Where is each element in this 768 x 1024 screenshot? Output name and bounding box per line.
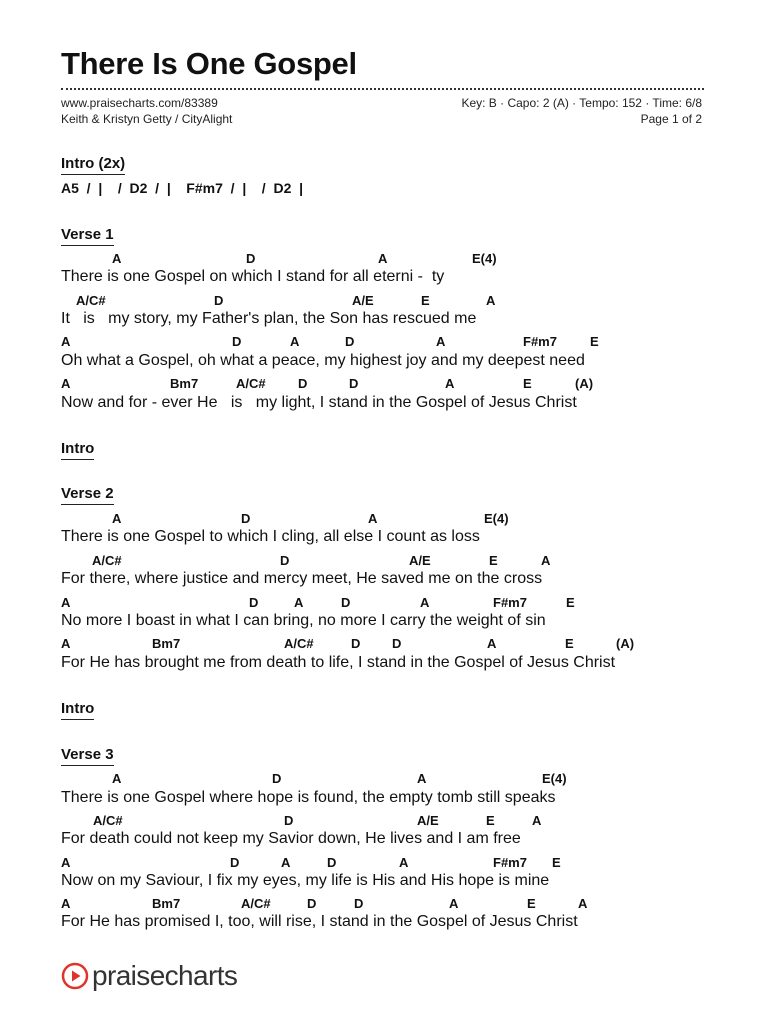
section-heading-intro: Intro (2x): [61, 155, 125, 175]
chord: A/C#: [241, 896, 271, 911]
chord: E: [421, 293, 430, 308]
chord: D: [232, 334, 242, 349]
play-circle-icon: [61, 962, 89, 990]
chord-line: [61, 334, 701, 350]
chord-line: [61, 896, 701, 912]
lyric-line: For there, where justice and mercy meet, He saved me on the cross: [61, 570, 543, 587]
chord: E: [486, 813, 495, 828]
chord-line: [61, 511, 701, 527]
brand-wordmark: praisecharts: [92, 960, 238, 991]
chord: D: [349, 376, 359, 391]
chord: Bm7: [170, 376, 199, 391]
chord: D: [327, 855, 337, 870]
chord-line: [61, 293, 701, 309]
chord: Bm7: [152, 896, 181, 911]
lyric-line: Now and for - ever He is my light, I stand in the Gospel of Jesus Christ: [61, 394, 577, 411]
chord: A: [445, 376, 455, 391]
chord: D: [284, 813, 294, 828]
artist-credit: Keith & Kristyn Getty / CityAlight: [61, 112, 233, 126]
chord: A: [449, 896, 459, 911]
chord: A/C#: [92, 553, 122, 568]
intro-chord-progression: A5 / | / D2 / | F#m7 / | / D2 |: [61, 180, 304, 196]
chord: A/C#: [76, 293, 106, 308]
chord: D: [351, 636, 361, 651]
chord-line: [61, 855, 701, 871]
chord: D: [345, 334, 355, 349]
chord: D: [214, 293, 224, 308]
chord: D: [307, 896, 317, 911]
chord: A/E: [417, 813, 439, 828]
title-divider: [61, 88, 704, 90]
chord: D: [241, 511, 251, 526]
chord: A: [532, 813, 542, 828]
lyric-line: There is one Gospel where hope is found, the empty tomb still speaks: [61, 789, 556, 806]
chord: A: [378, 251, 388, 266]
lyric-line: For He has brought me from death to life, I stand in the Gospel of Jesus Christ: [61, 654, 616, 671]
chord: A: [61, 334, 71, 349]
chord: A: [112, 511, 122, 526]
section-heading-intro-repeat: Intro: [61, 440, 94, 460]
chord: D: [298, 376, 308, 391]
section-heading-verse-1: Verse 1: [61, 226, 114, 246]
lyric-line: For He has promised I, too, will rise, I stand in the Gospel of Jesus Christ: [61, 913, 578, 930]
page-number: Page 1 of 2: [640, 112, 702, 126]
chord-line: [61, 251, 701, 267]
chord: D: [392, 636, 402, 651]
lyric-line: No more I boast in what I can bring, no more I carry the weight of sin: [61, 612, 546, 629]
chord: A: [61, 636, 71, 651]
chord: E: [527, 896, 536, 911]
chord: D: [246, 251, 256, 266]
lyric-line: There is one Gospel on which I stand for all eterni - ty: [61, 268, 445, 285]
chord: D: [354, 896, 364, 911]
chord: F#m7: [523, 334, 557, 349]
chord: E(4): [472, 251, 497, 266]
chord: A: [112, 251, 122, 266]
chord: A: [368, 511, 378, 526]
chord: A: [294, 595, 304, 610]
chord-line: [61, 553, 701, 569]
lyric-line: Oh what a Gospel, oh what a peace, my highest joy and my deepest need: [61, 352, 585, 369]
chord: A: [61, 376, 71, 391]
chord: A: [578, 896, 588, 911]
chord-line: [61, 771, 701, 787]
chord-line: [61, 636, 701, 652]
lyric-line: It is my story, my Father's plan, the Son has rescued me: [61, 310, 477, 327]
chord: A: [420, 595, 430, 610]
chord: E: [565, 636, 574, 651]
section-heading-verse-2: Verse 2: [61, 485, 114, 505]
chord: A: [61, 855, 71, 870]
lyric-line: There is one Gospel to which I cling, all else I count as loss: [61, 528, 480, 545]
chord: E(4): [542, 771, 567, 786]
page-title: There Is One Gospel: [61, 46, 357, 81]
praisecharts-logo: [61, 960, 237, 992]
chord: A: [541, 553, 551, 568]
chord: D: [249, 595, 259, 610]
chord: A: [61, 896, 71, 911]
chord: A: [436, 334, 446, 349]
chord: F#m7: [493, 855, 527, 870]
chord: E: [489, 553, 498, 568]
chord: E(4): [484, 511, 509, 526]
key-info: Key: B · Capo: 2 (A) · Tempo: 152 · Time: 6/8: [461, 96, 702, 110]
chord: A/C#: [236, 376, 266, 391]
section-heading-intro-repeat: Intro: [61, 700, 94, 720]
chord: E: [523, 376, 532, 391]
lyric-line: For death could not keep my Savior down, He lives and I am free: [61, 830, 521, 847]
chord: D: [341, 595, 351, 610]
chord: A/C#: [284, 636, 314, 651]
chord: (A): [616, 636, 635, 651]
chord: (A): [575, 376, 594, 391]
chord: A: [486, 293, 496, 308]
chord: A: [399, 855, 409, 870]
chord: D: [272, 771, 282, 786]
chord: D: [280, 553, 290, 568]
chord: A: [112, 771, 122, 786]
chord-line: [61, 595, 701, 611]
chord: A: [281, 855, 291, 870]
chord-line: [61, 813, 701, 829]
lyric-line: Now on my Saviour, I fix my eyes, my life is His and His hope is mine: [61, 872, 550, 889]
chord: E: [566, 595, 575, 610]
source-url[interactable]: www.praisecharts.com/83389: [61, 96, 218, 110]
chord-line: [61, 376, 701, 392]
chord: Bm7: [152, 636, 181, 651]
chord: A/E: [409, 553, 431, 568]
chord: F#m7: [493, 595, 527, 610]
chord: A: [290, 334, 300, 349]
chord: E: [552, 855, 561, 870]
chord: E: [590, 334, 599, 349]
chord: A/C#: [93, 813, 123, 828]
section-heading-verse-3: Verse 3: [61, 746, 114, 766]
chord: A: [487, 636, 497, 651]
chord: A: [61, 595, 71, 610]
chord: D: [230, 855, 240, 870]
chord: A/E: [352, 293, 374, 308]
chord: A: [417, 771, 427, 786]
